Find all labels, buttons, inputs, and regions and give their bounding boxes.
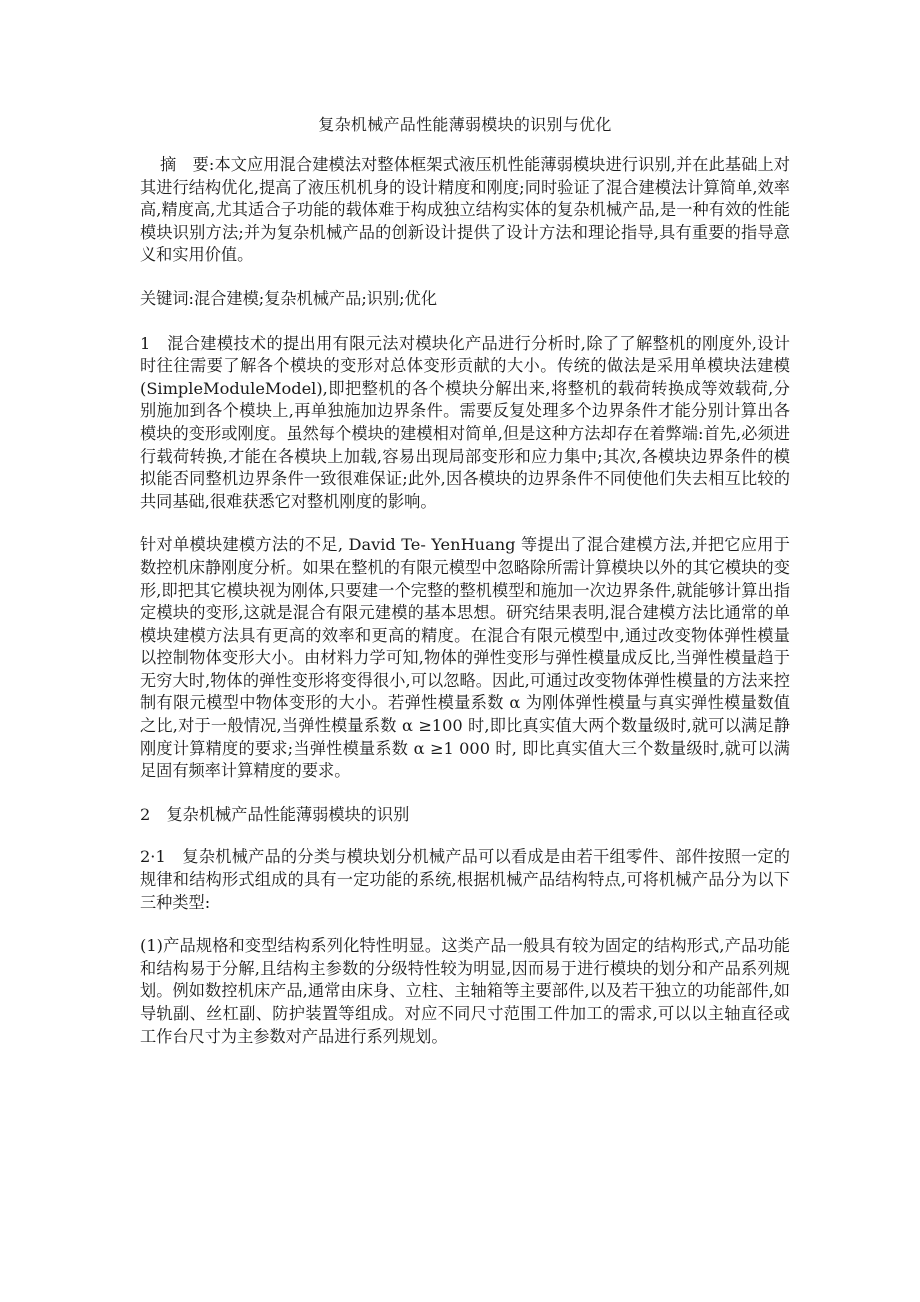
document-title: 复杂机械产品性能薄弱模块的识别与优化 [318,115,612,134]
keywords-line: 关键词:混合建模;复杂机械产品;识别;优化 [140,288,438,308]
type-1-paragraph: (1)产品规格和变型结构系列化特性明显。这类产品一般具有较为固定的结构形式,产品功能和结构易于分解,且结构主参数的分级特性较为明显,因而易于进行模块的划分和产品系列规划。例如数控机床产品,通常由床身、立柱、主轴箱等主要部件,以及若干独立的功能部件,如导轨副、丝杠副、防护装置等组成。对应不同尺寸范围工件加工的需求,可以以主轴直径或工作台尺寸为主参数对产品进行系列规划。 [140,936,790,1046]
document-page [140,112,790,1069]
paragraph-hybrid-modeling: 针对单模块建模方法的不足, David Te- YenHuang 等提出了混合建模方法,并把它应用于数控机床静刚度分析。如果在整机的有限元模型中忽略除所需计算模块以外的其它模块的变形,即把其它模块视为刚体,只要建一个完整的整机模型和施加一次边界条件,就能够计算出指定模块的变形,这就是混合有限元建模的基本思想。研究结果表明,混合建模方法比通常的单模块建模方法具有更高的效率和更高的精度。在混合有限元模型中,通过改变物体弹性模量以控制物体变形大小。由材料力学可知,物体的弹性变形与弹性模量成反比,当弹性模量趋于无穷大时,物体的弹性变形将变得很小,可以忽略。因此,可通过改变物体弹性模量的方法来控制有限元模型中物体变形的大小。若弹性模量系数 α 为刚体弹性模量与真实弹性模量数值之比,对于一般情况,当弹性模量系数 α ≥100 时,即比真实值大两个数量级时,就可以满足静刚度计算精度的要求;当弹性模量系数 α ≥1 000 时, 即比真实值大三个数量级时,就可以满足固有频率计算精度的要求。 [140,535,790,781]
section-1-paragraph: 1 混合建模技术的提出用有限元法对模块化产品进行分析时,除了了解整机的刚度外,设计时往往需要了解各个模块的变形对总体变形贡献的大小。传统的做法是采用单模块法建模(SimpleModuleModel),即把整机的各个模块分解出来,将整机的载荷转换成等效载荷,分别施加到各个模块上,再单独施加边界条件。需要反复处理多个边界条件才能分别计算出各模块的变形或刚度。虽然每个模块的建模相对简单,但是这种方法却存在着弊端:首先,必须进行载荷转换,才能在各模块上加载,容易出现局部变形和应力集中;其次,各模块边界条件的模拟能否同整机边界条件一致很难保证;此外,因各模块的边界条件不同使他们失去相互比较的共同基础,很难获悉它对整机刚度的影响。 [140,333,790,511]
section-2-heading: 2 复杂机械产品性能薄弱模块的识别 [140,804,410,824]
abstract-paragraph [140,154,790,267]
section-2-1-paragraph: 2·1 复杂机械产品的分类与模块划分机械产品可以看成是由若干组零件、部件按照一定的规律和结构形式组成的具有一定功能的系统,根据机械产品结构特点,可将机械产品分为以下三种类型: [140,847,790,912]
abstract-text: 本文应用混合建模法对整体框架式液压机性能薄弱模块进行识别,并在此基础上对其进行结构优化,提高了液压机机身的设计精度和刚度;同时验证了混合建模法计算简单,效率高,精度高,尤其适合子功能的载体难于构成独立结构实体的复杂机械产品,是一种有效的性能模块识别方法;并为复杂机械产品的创新设计提供了设计方法和理论指导,具有重要的指导意义和实用价值。 [140,155,790,265]
abstract-label: 摘 要: [160,155,215,174]
